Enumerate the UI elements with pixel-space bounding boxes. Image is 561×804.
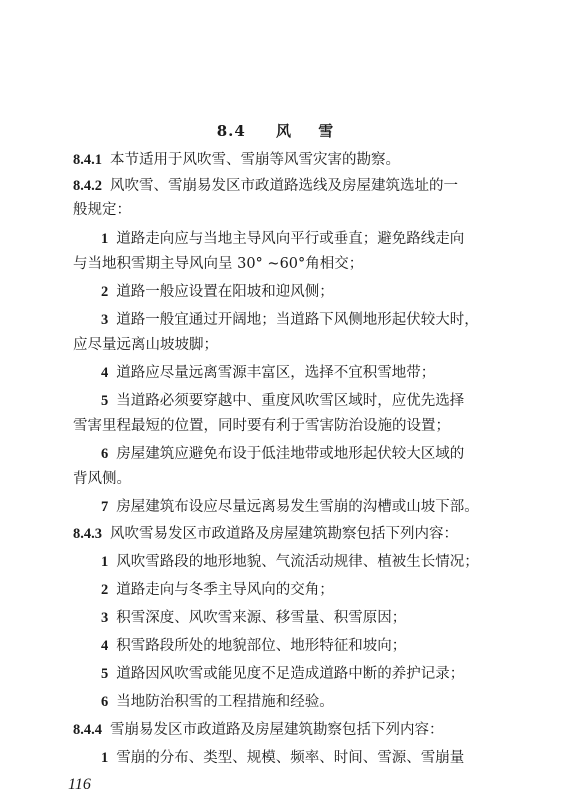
clause-text: 风吹雪易发区市政道路及房屋建筑勘察包括下列内容： [110,526,458,542]
item-number: 2 [101,284,109,300]
item-text: 道路一般宜通过开阔地；当道路下风侧地形起伏较大时， [116,312,479,328]
list-item [101,608,493,628]
item-continuation [73,335,493,355]
page-number: 116 [68,776,91,793]
list-item [101,363,493,383]
item-number: 1 [101,750,109,766]
item-text: 道路走向应与当地主导风向平行或垂直；避免路线走向 [116,231,465,247]
item-number: 4 [101,638,109,654]
list-item [101,282,493,302]
item-text: 雪崩的分布、类型、规模、频率、时间、雪源、雪崩量 [116,750,465,766]
item-text: 与当地积雪期主导风向呈 30° ~60°角相交； [73,256,364,272]
item-text: 道路因风吹雪或能见度不足造成道路中断的养护记录； [116,666,465,682]
clause-number: 8.4.1 [73,152,102,168]
item-text: 当道路必须要穿越中、重度风吹雪区域时，应优先选择 [116,393,465,409]
item-number: 5 [101,393,109,409]
clause-number: 8.4.3 [73,526,102,542]
clause-line [73,176,493,196]
item-text: 应尽量远离山坡坡脚； [73,337,218,353]
clause-line [73,524,493,544]
item-text: 积雪深度、风吹雪来源、移雪量、积雪原因； [116,610,407,626]
clause-number: 8.4.4 [73,722,102,738]
item-text: 雪害里程最短的位置，同时要有利于雪害防治设施的设置； [73,418,450,434]
item-number: 7 [101,499,109,515]
section-title-char-1: 风 [276,122,293,140]
item-number: 3 [101,610,109,626]
item-text: 当地防治积雪的工程措施和经验。 [116,694,334,710]
item-text: 道路走向与冬季主导风向的交角； [116,582,334,598]
item-number: 5 [101,666,109,682]
item-text: 房屋建筑应避免布设于低洼地带或地形起伏较大区域的 [116,446,465,462]
item-text: 房屋建筑布设应尽量远离易发生雪崩的沟槽或山坡下部。 [116,499,479,515]
clause-text: 风吹雪、雪崩易发区市政道路选线及房屋建筑选址的一 [110,178,458,194]
item-number: 6 [101,694,109,710]
list-item [101,497,493,517]
item-text: 积雪路段所处的地貌部位、地形特征和坡向； [116,638,407,654]
clause-continuation [73,200,493,220]
list-item [101,692,493,712]
clause-line [73,720,493,740]
list-item [101,310,493,330]
item-number: 6 [101,446,109,462]
list-item [101,580,493,600]
item-continuation [73,469,493,489]
item-text: 风吹雪路段的地形地貌、气流活动规律、植被生长情况； [116,554,479,570]
item-number: 4 [101,365,109,381]
list-item [101,748,493,768]
clause-text: 雪崩易发区市政道路及房屋建筑勘察包括下列内容： [110,722,444,738]
section-title-char-2: 雪 [318,122,335,140]
item-continuation [73,416,493,436]
clause-number: 8.4.2 [73,178,102,194]
list-item [101,636,493,656]
item-number: 2 [101,582,109,598]
item-text: 道路一般应设置在阳坡和迎风侧； [116,284,334,300]
item-number: 1 [101,554,109,570]
clause-line [73,150,493,170]
list-item [101,444,493,464]
item-text: 道路应尽量远离雪源丰富区，选择不宜积雪地带； [116,365,436,381]
clause-text: 般规定： [73,202,131,218]
section-number: 8.4 [216,122,246,140]
list-item [101,552,493,572]
item-continuation [73,254,493,274]
section-title [0,120,561,141]
item-text: 背风侧。 [73,471,131,487]
list-item [101,391,493,411]
list-item [101,229,493,249]
clause-text: 本节适用于风吹雪、雪崩等风雪灾害的勘察。 [110,152,400,168]
list-item [101,664,493,684]
item-number: 1 [101,231,109,247]
item-number: 3 [101,312,109,328]
